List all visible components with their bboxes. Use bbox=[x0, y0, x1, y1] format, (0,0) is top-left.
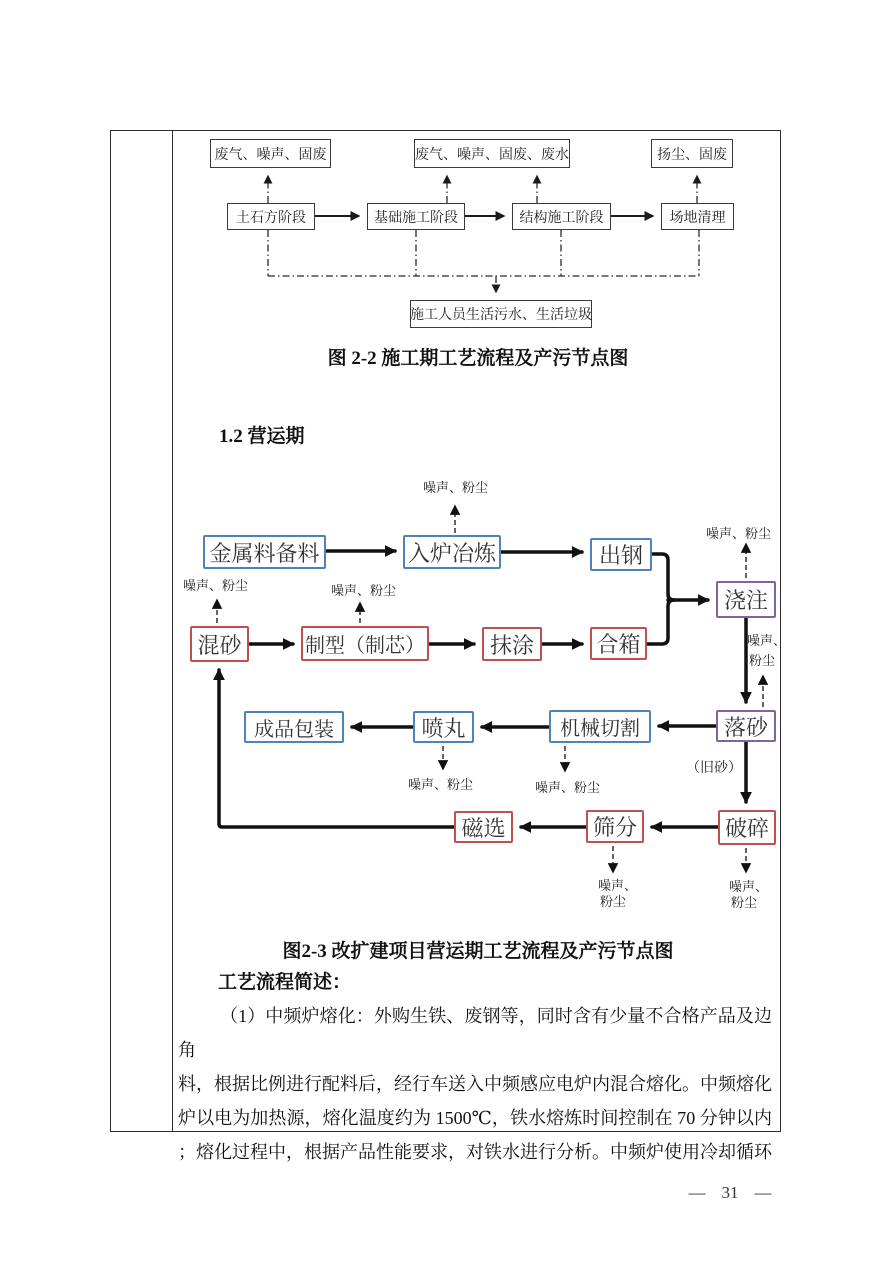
box-mold-closing: 合箱 bbox=[590, 627, 647, 660]
page-number-dash-left: — bbox=[688, 1183, 706, 1202]
process-summary-heading: 工艺流程简述： bbox=[218, 972, 352, 993]
label-dust-shakeout: 粉尘 bbox=[749, 653, 776, 668]
box-molding-core: 制型（制芯） bbox=[301, 626, 429, 661]
label-noise-crushing: 噪声、 bbox=[729, 879, 769, 894]
figure-2-2-caption: 图 2-2 施工期工艺流程及产污节点图 bbox=[327, 348, 629, 369]
stage-box-earthwork: 土石方阶段 bbox=[227, 203, 315, 230]
stage-box-site-cleanup: 场地清理 bbox=[661, 203, 734, 230]
body-paragraph bbox=[178, 999, 772, 1169]
label-noise-screening: 噪声、 bbox=[598, 878, 638, 893]
paragraph-line: （1）中频炉熔化：外购生铁、废钢等，同时含有少量不合格产品及边角 bbox=[178, 1006, 772, 1060]
box-pouring: 浇注 bbox=[716, 581, 776, 618]
box-coating: 抹涂 bbox=[482, 627, 542, 661]
label-noise-dust-sand-mixing: 噪声、粉尘 bbox=[183, 578, 249, 593]
box-shot-blasting: 喷丸 bbox=[413, 711, 474, 743]
domestic-sewage-box: 施工人员生活污水、生活垃圾 bbox=[410, 300, 592, 328]
page-number-value: 31 bbox=[721, 1183, 739, 1202]
label-noise-dust-pouring: 噪声、粉尘 bbox=[706, 526, 772, 541]
label-noise-shakeout: 噪声、 bbox=[747, 633, 787, 648]
box-shakeout: 落砂 bbox=[716, 710, 776, 742]
paragraph-line: 料，根据比例进行配料后，经行车送入中频感应电炉内混合熔化。中频熔化 bbox=[178, 1074, 772, 1094]
box-product-packing: 成品包装 bbox=[244, 711, 344, 743]
page-number-dash-right: — bbox=[754, 1183, 772, 1202]
box-screening: 筛分 bbox=[586, 810, 644, 843]
box-sand-mixing: 混砂 bbox=[190, 626, 249, 662]
paragraph-line: ；熔化过程中，根据产品性能要求，对铁水进行分析。中频炉使用冷却循环 bbox=[178, 1142, 772, 1162]
label-old-sand: （旧砂） bbox=[686, 761, 742, 776]
label-noise-dust-shot-blasting: 噪声、粉尘 bbox=[408, 777, 474, 792]
box-mechanical-cutting: 机械切割 bbox=[549, 710, 651, 743]
pollution-box-construction: 废气、噪声、固废、废水 bbox=[414, 139, 570, 168]
pollution-box-earthwork: 废气、噪声、固废 bbox=[210, 139, 331, 168]
label-noise-dust-smelting: 噪声、粉尘 bbox=[423, 480, 489, 495]
page-number bbox=[655, 1183, 805, 1203]
label-dust-crushing: 粉尘 bbox=[731, 895, 758, 910]
stage-box-structure: 结构施工阶段 bbox=[512, 203, 611, 230]
box-metal-preparation: 金属料备料 bbox=[203, 535, 326, 569]
box-crushing: 破碎 bbox=[718, 810, 776, 845]
frame-column-divider bbox=[172, 130, 173, 1132]
box-magnetic-separation: 磁选 bbox=[454, 811, 513, 843]
pollution-box-cleanup: 扬尘、固废 bbox=[651, 139, 733, 168]
label-dust-screening: 粉尘 bbox=[600, 894, 627, 909]
label-noise-dust-cutting: 噪声、粉尘 bbox=[535, 780, 601, 795]
figure-2-3-caption: 图2-3 改扩建项目营运期工艺流程及产污节点图 bbox=[282, 941, 674, 962]
stage-box-foundation: 基础施工阶段 bbox=[367, 203, 465, 230]
box-furnace-smelting: 入炉冶炼 bbox=[403, 535, 501, 569]
section-heading-operation-period: 1.2 营运期 bbox=[219, 426, 305, 447]
box-steel-tapping: 出钢 bbox=[590, 538, 652, 571]
label-noise-dust-molding: 噪声、粉尘 bbox=[331, 583, 397, 598]
paragraph-line: 炉以电为加热源，熔化温度约为 1500℃，铁水熔炼时间控制在 70 分钟以内 bbox=[178, 1108, 772, 1128]
